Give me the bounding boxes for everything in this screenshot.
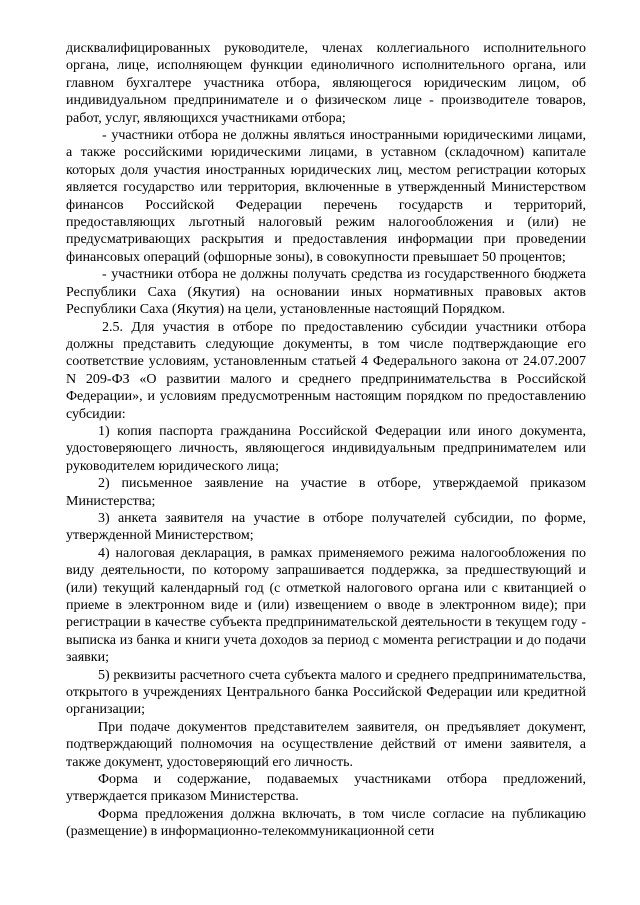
list-item-4-tax-declaration: 4) налоговая декларация, в рамках применяемого режима налогообложения по виду деятельности, по которому запрашивается поддержка, за предшествующий и (или) текущий календарный год (с отметкой налогового органа или с квитанцией о приеме в электронном виде и (или) извещением о вводе в электронном виде); при регистрации в качестве субъекта предпринимательской деятельности в текущем году - выписка из банка и книги учета доходов за период с момента регистрации и до подачи заявки; — [66, 545, 586, 666]
paragraph-disqualified-persons: дисквалифицированных руководителе, членах коллегиального исполнительного органа, лице, исполняющем функции единоличного исполнительного органа, или главном бухгалтере участника отбора, являющегося юридическим лицом, об индивидуальном предпринимателе и о физическом лице - производителе товаров, работ, услуг, являющихся участниками отбора; — [66, 41, 586, 126]
paragraph-section-2-5: 2.5. Для участия в отборе по предоставлению субсидии участники отбора должны представить следующие документы, в том числе подтверждающие его соответствие условиям, установленным статьей 4 Федерального закона от 24.07.2007 N 209-ФЗ «О развитии малого и среднего предпринимательства в Российской Федерации», и условиям предусмотренным настоящим порядком по предоставлению субсидии: — [66, 319, 586, 422]
list-item-5-bank-details: 5) реквизиты расчетного счета субъекта малого и среднего предпринимательства, открытого в учреждениях Центрального банка Российской Федерации или кредитной организации; — [66, 667, 586, 718]
paragraph-form-content: Форма и содержание, подаваемых участниками отбора предложений, утверждается приказом Министерства. — [66, 772, 586, 805]
paragraph-budget-funds: - участники отбора не должны получать средства из государственного бюджета Республики Саха (Якутия) на основании иных нормативных правовых актов Республики Саха (Якутия) на цели, установленные настоящий Порядком. — [66, 267, 586, 318]
list-item-1-passport: 1) копия паспорта гражданина Российской Федерации или иного документа, удостоверяющего личность, являющегося индивидуальным предпринимателем или руководителем юридического лица; — [66, 423, 586, 474]
list-item-3-questionnaire: 3) анкета заявителя на участие в отборе получателей субсидии, по форме, утвержденной Министерством; — [66, 510, 586, 544]
paragraph-representative: При подаче документов представителем заявителя, он предъявляет документ, подтверждающий полномочия на осуществление действий от имени заявителя, а также документ, удостоверяющий его личность. — [66, 719, 586, 770]
document-page — [66, 40, 586, 841]
paragraph-form-consent: Форма предложения должна включать, в том числе согласие на публикацию (размещение) в информационно-телекоммуникационной сети — [66, 806, 586, 840]
paragraph-foreign-entities: - участники отбора не должны являться иностранными юридическими лицами, а также российскими юридическими лицами, в уставном (складочном) капитале которых доля участия иностранных юридических лиц, местом регистрации которых является государство или территория, включенные в утвержденный Министерством финансов Российской Федерации перечень государств и территорий, предоставляющих льготный налоговый режим налогообложения и (или) не предусматривающих раскрытия и предоставления информации при проведении финансовых операций (офшорные зоны), в совокупности превышает 50 процентов; — [66, 128, 586, 265]
list-item-2-application: 2) письменное заявление на участие в отборе, утверждаемой приказом Министерства; — [66, 476, 586, 509]
